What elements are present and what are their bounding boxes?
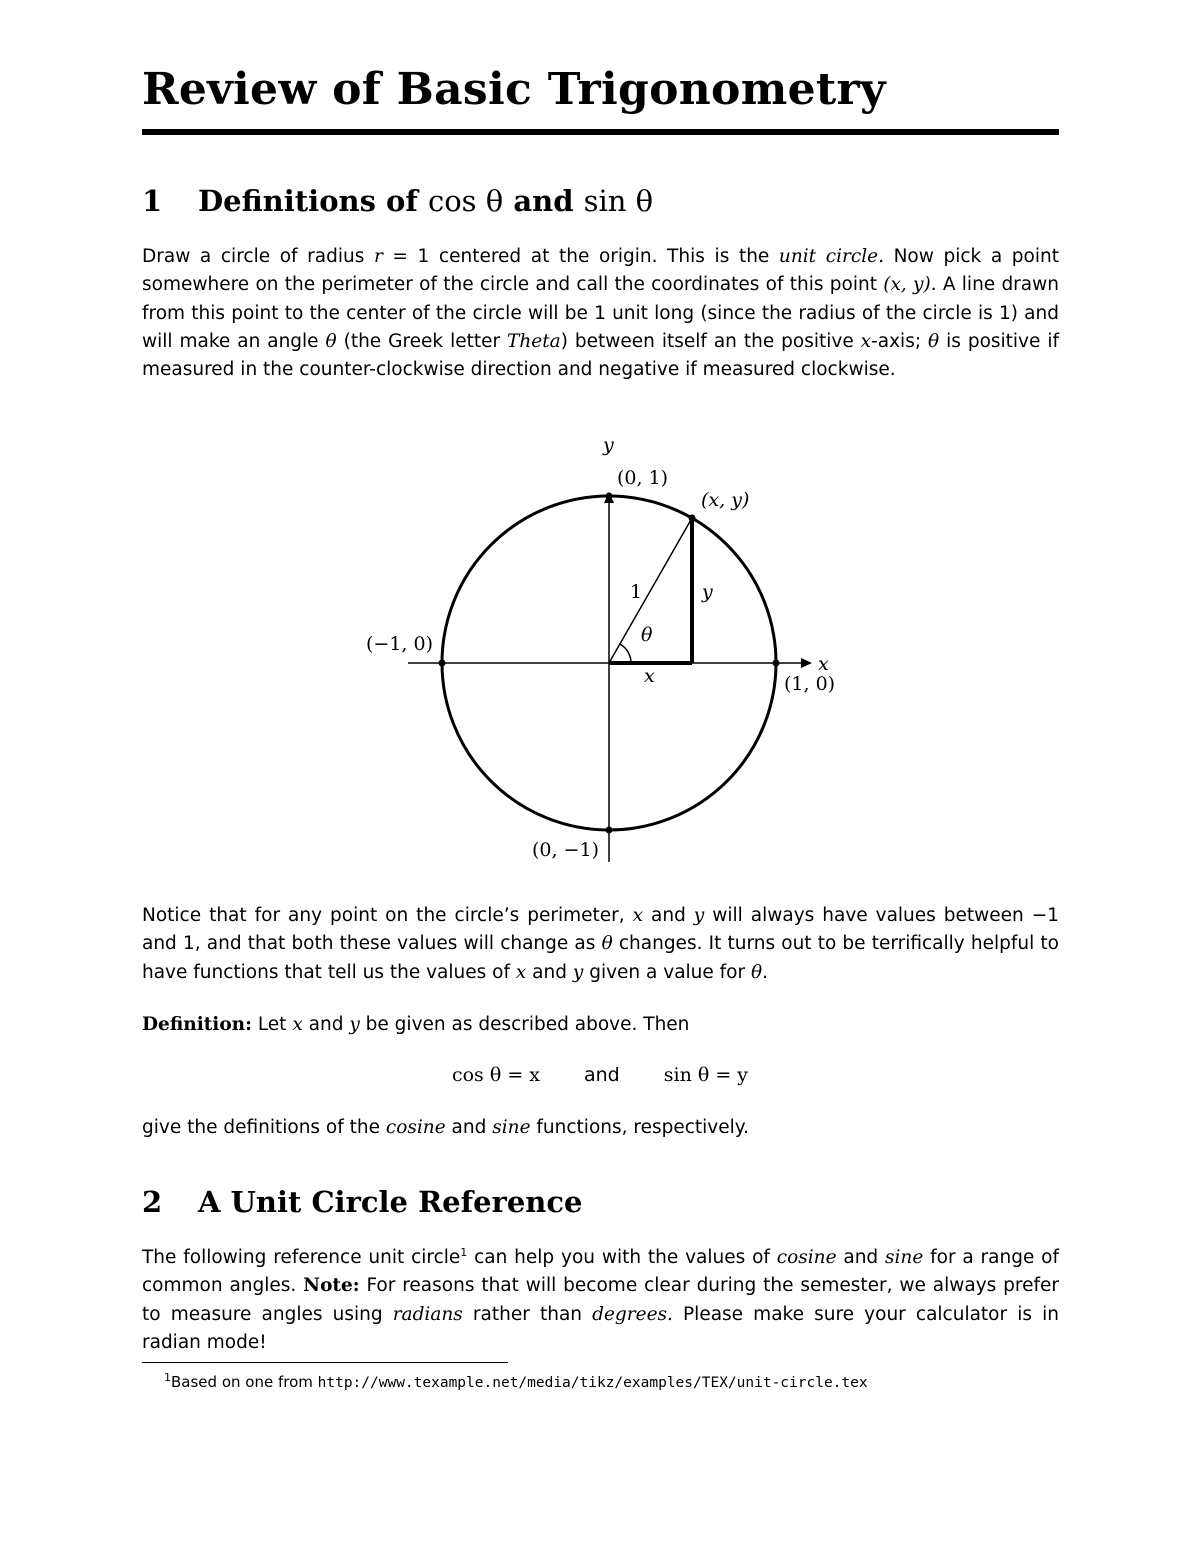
math-x: x: [860, 330, 872, 352]
point-left: [439, 660, 446, 667]
text-span: and: [526, 961, 573, 983]
point-xy: [689, 515, 696, 522]
label-adjacent: x: [644, 665, 655, 687]
page-title: Review of Basic Trigonometry: [142, 64, 886, 115]
math-xy: (x, y): [883, 274, 931, 296]
text-span: rather than: [462, 1303, 593, 1325]
theta-word-emphasis: Theta: [507, 330, 561, 352]
text-span: give the definitions of the: [142, 1117, 386, 1138]
intro-paragraph: [142, 243, 1059, 384]
x-axis-label: x: [818, 653, 829, 675]
label-point-xy: (x, y): [701, 489, 750, 511]
text-span: be given as described above. Then: [359, 1014, 690, 1035]
label-opposite: y: [702, 581, 713, 603]
footnote-rule: [142, 1362, 508, 1363]
text-span: given a value for: [583, 961, 751, 983]
text-span: and: [643, 905, 694, 926]
definition-paragraph: [142, 1011, 1059, 1039]
definition-equation: [0, 1064, 1200, 1086]
text-span: Now pick a point somewhere on the perimeter of the circle and call the coordinates of this point: [142, 246, 1059, 296]
text-span: and: [302, 1014, 350, 1035]
point-bottom: [606, 827, 613, 834]
x-axis-arrow-icon: [801, 658, 812, 668]
math-theta: θ: [928, 330, 940, 352]
section-2-heading-text: A Unit Circle Reference: [198, 1185, 583, 1219]
label-hypotenuse: 1: [630, 581, 643, 603]
text-span: The following reference unit circle: [142, 1247, 461, 1268]
equation-and: and: [584, 1064, 620, 1086]
title-rule: [142, 129, 1059, 135]
label-point-left: (−1, 0): [366, 633, 434, 655]
equation-cos: cos θ = x: [451, 1064, 540, 1086]
section-2-heading: [142, 1185, 582, 1219]
footnote: [164, 1372, 868, 1393]
cosine-emphasis: cosine: [776, 1247, 837, 1268]
math-x: x: [515, 961, 527, 983]
unit-circle-emphasis: unit circle.: [778, 246, 884, 267]
footnote-url-link[interactable]: http://www.texample.net/media/tikz/examples/TEX/unit-circle.tex: [317, 1375, 868, 1391]
text-span: = 1 centered at the origin. This is the: [382, 246, 779, 267]
text-span: Let: [251, 1014, 293, 1035]
math-y: y: [349, 1014, 360, 1035]
text-span: . A line drawn from this point to the center of the circle will be 1 unit long (since the radius of the circle is 1) and will make an angle: [142, 274, 1059, 352]
notice-paragraph: [142, 902, 1059, 987]
math-theta: θ: [750, 961, 763, 983]
sine-emphasis: sine: [885, 1247, 924, 1268]
section-1-heading-and: and: [503, 184, 584, 218]
text-span: -axis;: [871, 330, 929, 352]
section-1-cos-theta: cos θ: [427, 184, 504, 218]
note-label: Note:: [303, 1275, 360, 1297]
section-1-heading-text-a: Definitions of: [198, 184, 428, 218]
text-span: ) between itself an the positive: [560, 330, 861, 352]
equation-sin: sin θ = y: [663, 1064, 749, 1086]
text-span: (the Greek letter: [336, 330, 508, 352]
definitions-summary-paragraph: [142, 1114, 1059, 1142]
footnote-number: 1: [164, 1371, 171, 1384]
section-1-number: 1: [142, 184, 163, 218]
point-right: [773, 660, 780, 667]
text-span: is positive if measured in the counter-clockwise direction and negative if measured clockwise.: [142, 330, 1059, 381]
reference-paragraph: [142, 1244, 1059, 1357]
math-r: r: [373, 246, 383, 267]
text-span: .: [762, 961, 769, 983]
section-2-number: 2: [142, 1185, 163, 1219]
sine-emphasis: sine: [492, 1117, 531, 1138]
text-span: for a range of common angles.: [142, 1247, 1059, 1297]
label-point-bottom: (0, −1): [532, 839, 600, 861]
radians-emphasis: radians: [392, 1303, 463, 1325]
text-span: functions, respectively.: [530, 1117, 749, 1138]
degrees-emphasis: degrees.: [592, 1303, 673, 1325]
label-point-top: (0, 1): [617, 467, 669, 489]
math-x: x: [632, 905, 644, 926]
section-1-heading: [142, 184, 653, 218]
math-theta: θ: [325, 330, 337, 352]
math-y: y: [572, 961, 584, 983]
math-x: x: [292, 1014, 303, 1035]
unit-circle-diagram: [360, 430, 840, 870]
text-span: can help you with the values of: [467, 1247, 777, 1268]
y-axis-label: y: [603, 434, 614, 456]
label-angle: θ: [641, 624, 653, 646]
text-span: Notice that for any point on the circle’s perimeter,: [142, 905, 633, 926]
text-span: Please make sure your calculator is in radian mode!: [142, 1303, 1060, 1353]
math-theta: θ: [601, 933, 613, 955]
text-span: For reasons that will become clear during the semester, we always prefer to measure angles using: [142, 1275, 1059, 1325]
text-span: Draw a circle of radius: [142, 246, 374, 267]
footnote-text: Based on one from: [171, 1373, 318, 1391]
definition-label: Definition:: [142, 1014, 252, 1035]
text-span: and: [445, 1117, 493, 1138]
cosine-emphasis: cosine: [385, 1117, 446, 1138]
angle-arc: [620, 644, 631, 663]
point-top: [606, 493, 613, 500]
footnote-marker[interactable]: 1: [460, 1245, 468, 1259]
text-span: and: [836, 1247, 885, 1268]
math-y: y: [693, 905, 705, 926]
section-1-sin-theta: sin θ: [583, 184, 654, 218]
text-span: will always have values between −1 and 1, and that both these values will change as: [142, 905, 1060, 955]
text-span: changes. It turns out to be terrifically helpful to have functions that tell us the values of: [142, 933, 1059, 983]
label-point-right: (1, 0): [784, 673, 836, 695]
